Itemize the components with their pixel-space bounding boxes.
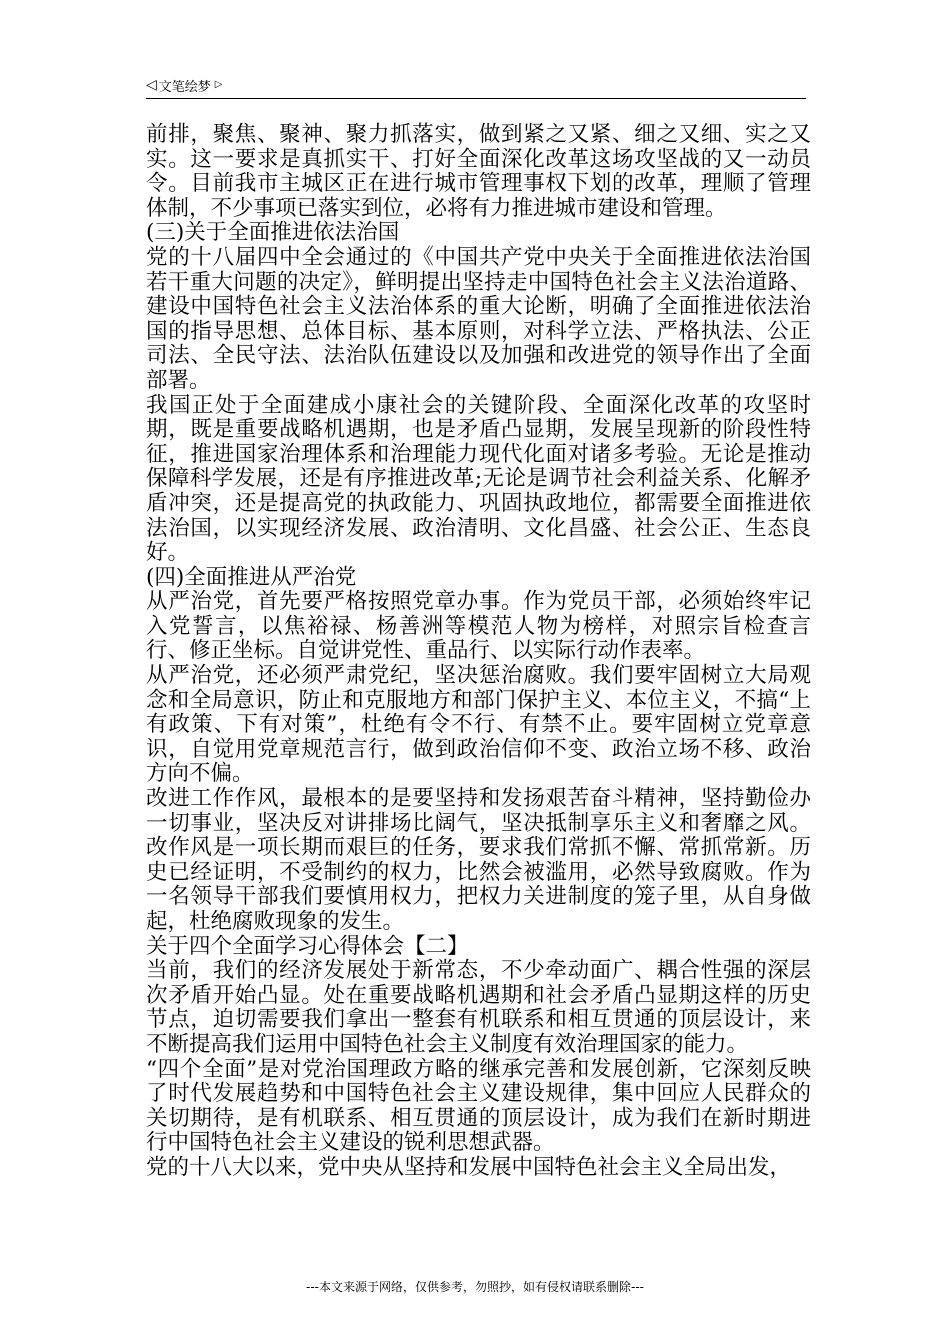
paragraph: “四个全面”是对党治国理政方略的继承完善和发展创新，它深刻反映了时代发展趋势和中国特色社会主义建设规律，集中回应人民群众的关切期待，是有机联系、相互贯通的顶层设计，成为我们在新时期进行中国特色社会主义建设的锐利思想武器。 xyxy=(146,1056,811,1156)
header-divider xyxy=(146,98,806,99)
document-body xyxy=(146,123,811,1181)
paragraph: 当前，我们的经济发展处于新常态，不少牵动面广、耦合性强的深层次矛盾开始凸显。处在重要战略机遇期和社会矛盾凸显期这样的历史节点，迫切需要我们拿出一整套有机联系和相互贯通的顶层设计，来不断提高我们运用中国特色社会主义制度有效治理国家的能力。 xyxy=(146,958,811,1057)
triangle-left-icon: ◁ xyxy=(146,77,157,93)
header-title: 文笔绘梦 xyxy=(158,79,211,95)
paragraph: 党的十八大以来，党中央从坚持和发展中国特色社会主义全局出发， xyxy=(146,1154,792,1180)
paragraph: 前排，聚焦、聚神、聚力抓落实，做到紧之又紧、细之又细、实之又实。这一要求是真抓实干、打好全面深化改革这场攻坚战的又一动员令。目前我市主城区正在进行城市管理事权下划的改革，理顺了管理体制，不少事项已落实到位，必将有力推进城市建设和管理。 xyxy=(146,122,811,221)
page-header xyxy=(146,74,806,96)
section-heading: 关于四个全面学习心得体会【二】 xyxy=(146,933,469,959)
triangle-right-icon: ▷ xyxy=(214,79,223,90)
page-footer-notice: ---本文来源于网络，仅供参考，勿照抄，如有侵权请联系删除--- xyxy=(306,1280,644,1294)
paragraph: 改进工作作风，最根本的是要坚持和发扬艰苦奋斗精神，坚持勤俭办一切事业，坚决反对讲排场比阔气，坚决抵制享乐主义和奢靡之风。改作风是一项长期而艰巨的任务，要求我们常抓不懈、常抓常新。历史已经证明，不受制约的权力，比然会被滥用，必然导致腐败。作为一名领导干部我们要慎用权力，把权力关进制度的笼子里，从自身做起，杜绝腐败现象的发生。 xyxy=(146,786,811,934)
paragraph: 从严治党，首先要严格按照党章办事。作为党员干部，必须始终牢记入党誓言，以焦裕禄、杨善洲等模范人物为榜样，对照宗旨检查言行、修正坐标。自觉讲党性、重品行、以实际行动作表率。 xyxy=(146,589,811,664)
paragraph: 从严治党，还必须严肃党纪，坚决惩治腐败。我们要牢固树立大局观念和全局意识，防止和克服地方和部门保护主义、本位主义，不搞“上有政策、下有对策”，杜绝有令不行、有禁不止。要牢固树立党章意识，自觉用党章规范言行，做到政治信仰不变、政治立场不移、政治方向不偏。 xyxy=(146,663,811,787)
paragraph: 党的十八届四中全会通过的《中国共产党中央关于全面推进依法治国若干重大问题的决定》，鲜明提出坚持走中国特色社会主义法治道路、建设中国特色社会主义法治体系的重大论断，明确了全面推进依法治国的指导思想、总体目标、基本原则，对科学立法、严格执法、公正司法、全民守法、法治队伍建设以及加强和改进党的领导作出了全面部署。 xyxy=(146,244,811,393)
paragraph: 我国正处于全面建成小康社会的关键阶段、全面深化改革的攻坚时期，既是重要战略机遇期，也是矛盾凸显期，发展呈现新的阶段性特征，推进国家治理体系和治理能力现代化面对诸多考验。无论是推动保障科学发展，还是有序推进改革;无论是调节社会利益关系、化解矛盾冲突，还是提高党的执政能力、巩固执政地位，都需要全面推进依法治国，以实现经济发展、政治清明、文化昌盛、社会公正、生态良好。 xyxy=(146,392,811,566)
section-heading: (三)关于全面推进依法治国 xyxy=(146,220,400,246)
section-heading: (四)全面推进从严治党 xyxy=(146,564,357,590)
